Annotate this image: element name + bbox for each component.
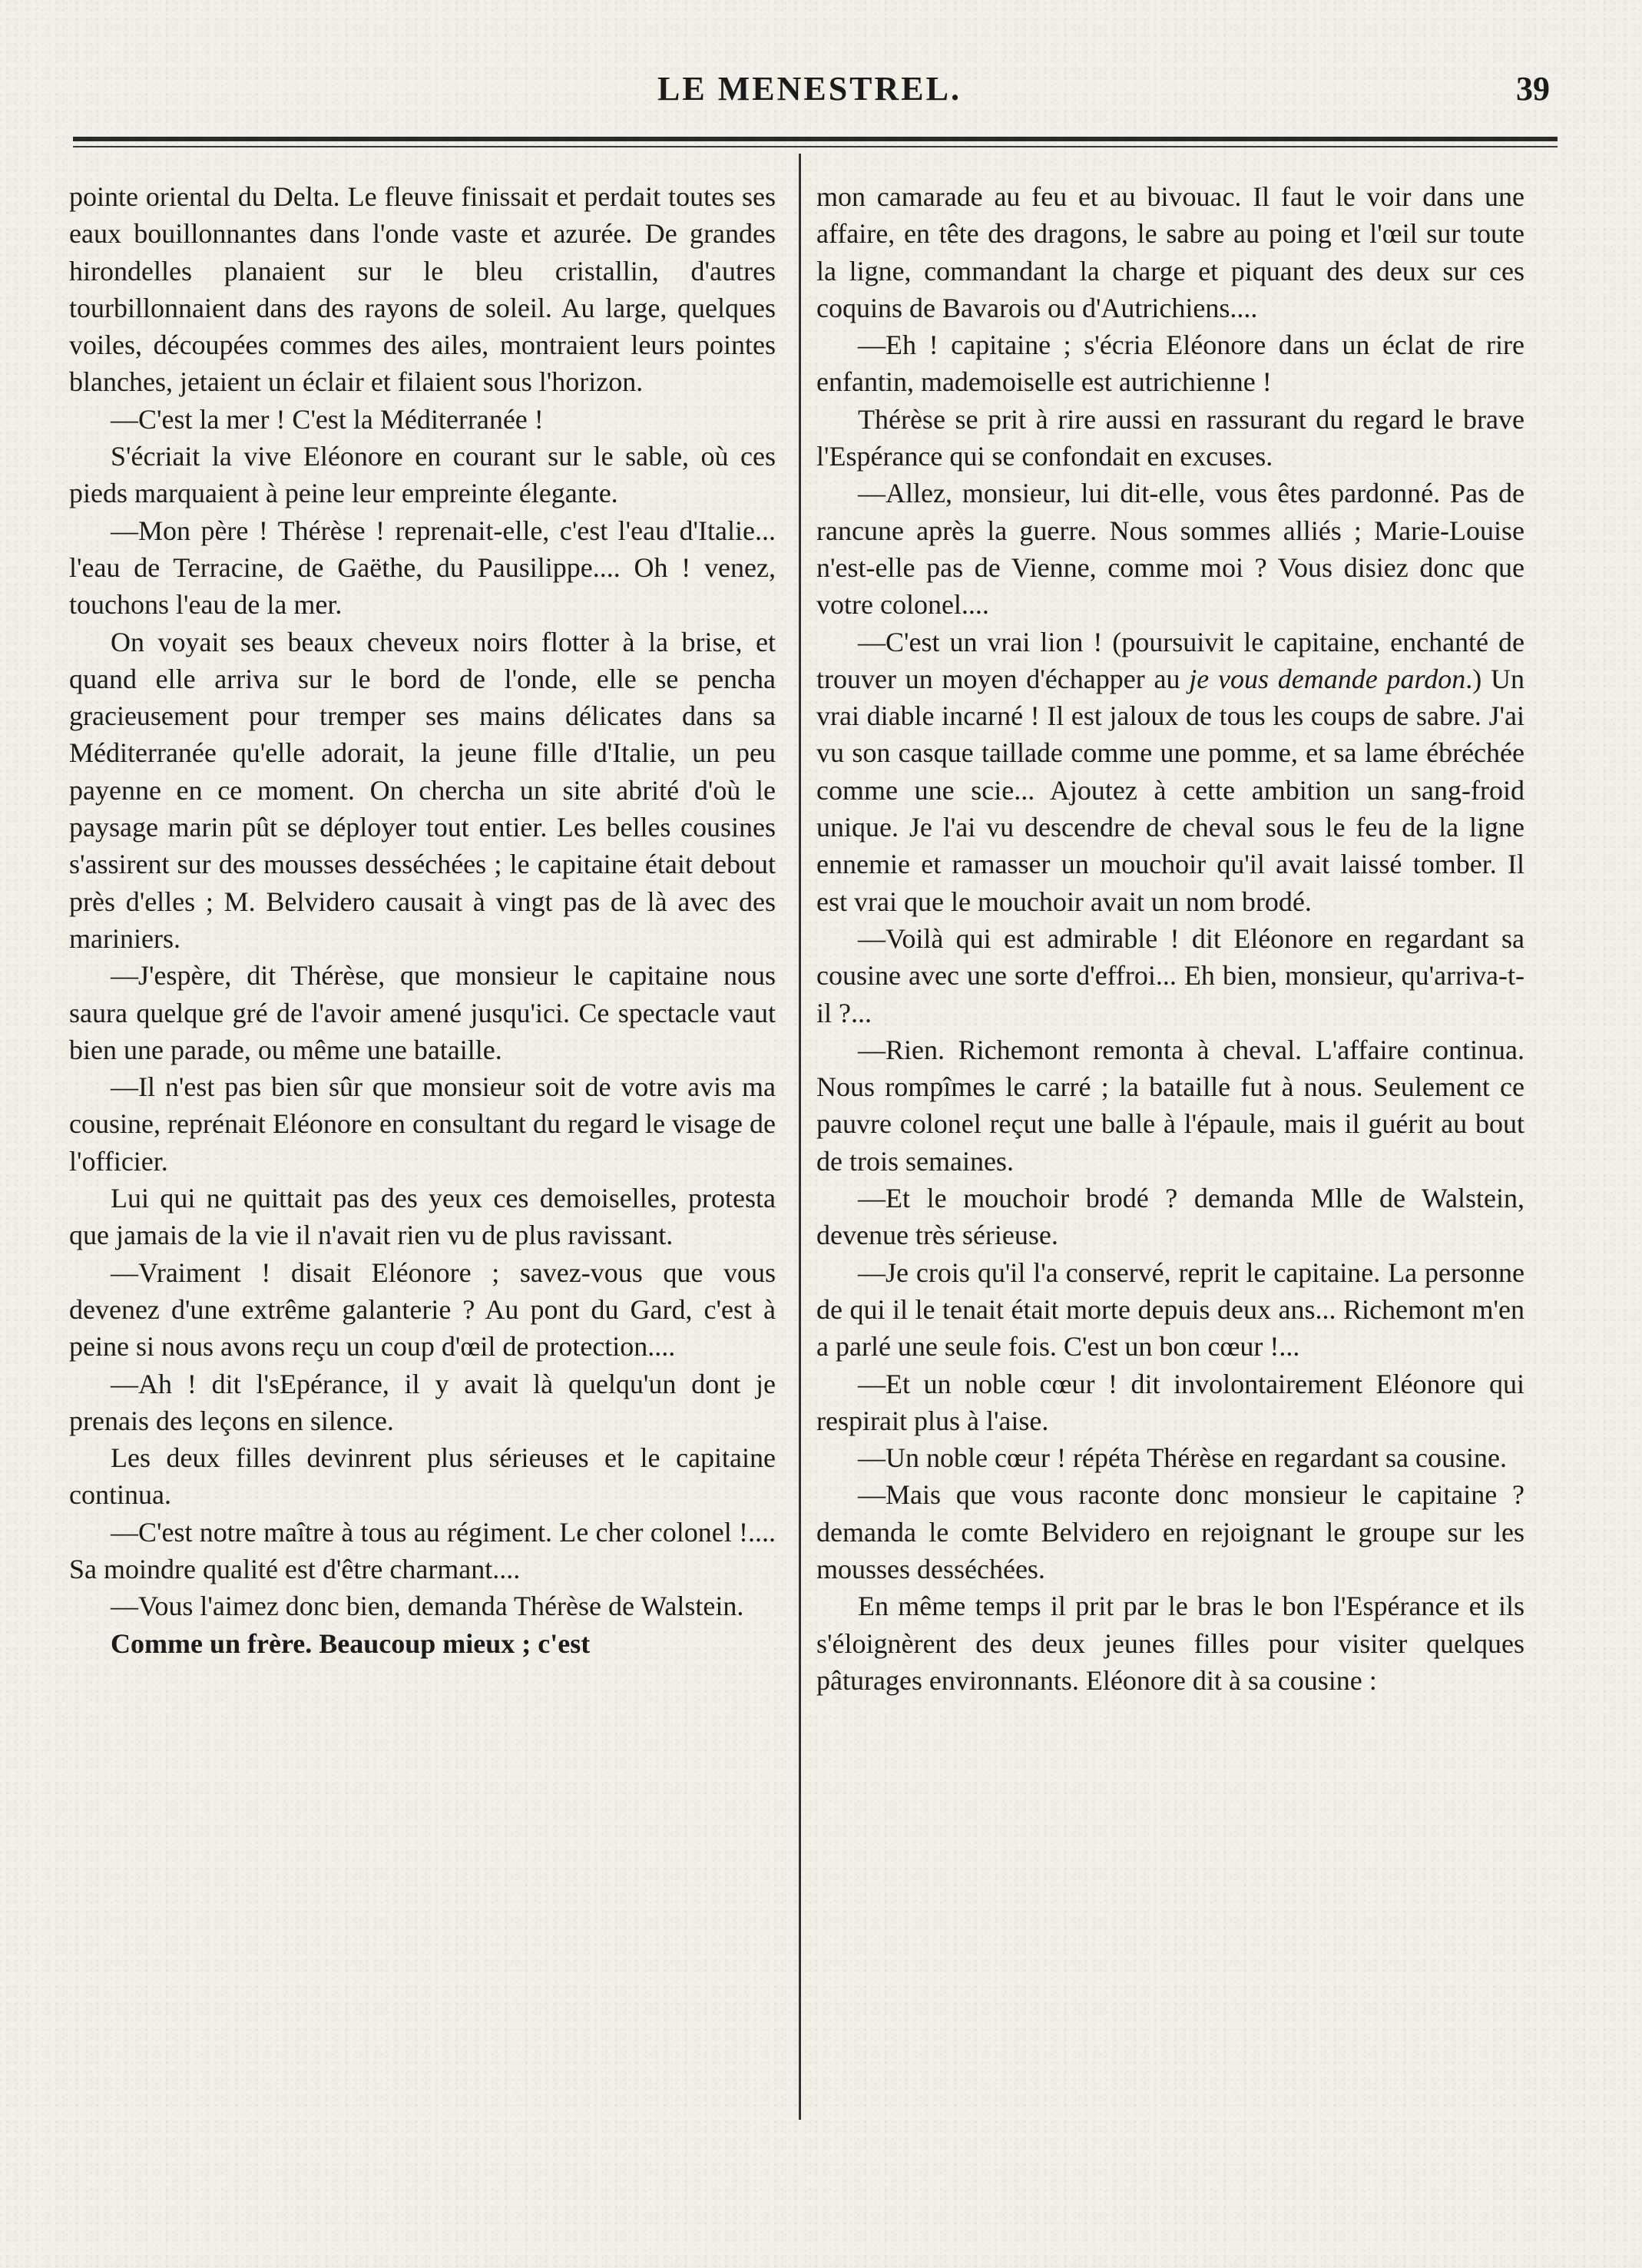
- paragraph: —Voilà qui est admirable ! dit Eléonore en regardant sa cousine avec une sorte d'effroi... Eh bien, monsieur, qu'arriva-t-il ?...: [816, 922, 1524, 1028]
- paragraph: —Je crois qu'il l'a conservé, reprit le capitaine. La personne de qui il le tenait était morte depuis deux ans... Richemont m'en a parlé une seule fois. C'est un bon cœur !...: [816, 1257, 1524, 1362]
- paragraph: [816, 624, 1524, 920]
- header-rule-thick: [73, 137, 1558, 141]
- paragraph: —Il n'est pas bien sûr que monsieur soit de votre avis ma cousine, reprénait Eléonore en consultant du regard le visage de l'officier.: [69, 1071, 776, 1177]
- paragraph: Comme un frère. Beaucoup mieux ; c'est: [111, 1627, 591, 1659]
- italic-phrase: je vous demande pardon: [1189, 663, 1466, 694]
- paragraph: —Et le mouchoir brodé ? demanda Mlle de Walstein, devenue très sérieuse.: [816, 1183, 1524, 1251]
- left-column: [69, 178, 776, 1662]
- paragraph: —Et un noble cœur ! dit involontairement Eléonore qui respirait plus à l'aise.: [816, 1368, 1524, 1436]
- right-column: [816, 178, 1524, 1699]
- paragraph: S'écriait la vive Eléonore en courant sur le sable, où ces pieds marquaient à peine leur empreinte élegante.: [69, 441, 776, 509]
- paragraph: En même temps il prit par le bras le bon l'Espérance et ils s'éloignèrent des deux jeunes filles pour visiter quelques pâturages environnants. Eléonore dit à sa cousine :: [816, 1591, 1524, 1696]
- paragraph: —Vraiment ! disait Eléonore ; savez-vous que vous devenez d'une extrême galanterie ? Au pont du Gard, c'est à peine si nous avons reçu un coup d'œil de protection....: [69, 1257, 776, 1362]
- paragraph: —C'est notre maître à tous au régiment. Le cher colonel !.... Sa moindre qualité est d'être charmant....: [69, 1516, 776, 1584]
- paragraph: —Un noble cœur ! répéta Thérèse en regardant sa cousine.: [858, 1442, 1507, 1474]
- page-header: [69, 61, 1550, 115]
- paragraph: Les deux filles devinrent plus sérieuses et le capitaine continua.: [69, 1442, 776, 1511]
- paragraph: Lui qui ne quittait pas des yeux ces demoiselles, protesta que jamais de la vie il n'avait rien vu de plus ravissant.: [69, 1183, 776, 1251]
- paragraph: On voyait ses beaux cheveux noirs flotter à la brise, et quand elle arriva sur le bord de l'onde, elle se pencha gracieusement pour tremper ses mains délicates dans sa Méditerranée qu'elle adorait, la jeune fille d'Italie, un peu payenne en ce moment. On chercha un site abrité d'où le paysage marin pût se déployer tout entier. Les belles cousines s'assirent sur des mousses desséchées ; le capitaine était debout près d'elles ; M. Belvidero causait à vingt pas de là avec des mariniers.: [69, 626, 776, 954]
- page-number: 39: [1516, 70, 1550, 108]
- paragraph: —Rien. Richemont remonta à cheval. L'affaire continua. Nous rompîmes le carré ; la bataille fut à nous. Seulement ce pauvre colonel reçut une balle à l'épaule, mais il guérit au bout de trois semaines.: [816, 1034, 1524, 1177]
- paragraph: —Vous l'aimez donc bien, demanda Thérèse de Walstein.: [111, 1591, 744, 1622]
- paragraph: pointe oriental du Delta. Le fleuve finissait et perdait toutes ses eaux bouillonnantes dans l'onde vaste et azurée. De grandes hirondelles planaient sur le bleu cristallin, d'autres tourbillonnaient dans des rayons de soleil. Au large, quelques voiles, découpées commes des ailes, montraient leurs pointes blanches, jetaient un éclair et filaient sous l'horizon.: [69, 181, 776, 398]
- paragraph: mon camarade au feu et au bivouac. Il faut le voir dans une affaire, en tête des dragons, le sabre au poing et l'œil sur toute la ligne, commandant la charge et piquant des deux sur ces coquins de Bavarois ou d'Autrichiens....: [816, 181, 1524, 323]
- paragraph: —Eh ! capitaine ; s'écria Eléonore dans un éclat de rire enfantin, mademoiselle est autrichienne !: [816, 329, 1524, 398]
- paragraph: Thérèse se prit à rire aussi en rassurant du regard le brave l'Espérance qui se confondait en excuses.: [816, 403, 1524, 472]
- text-run: —C'est un vrai lion ! (poursuivit le capitaine, enchanté de trouver un moyen d'échapper au: [816, 626, 1524, 694]
- text-run: .) Un vrai diable incarné ! Il est jaloux de tous les coups de sabre. J'ai vu son casque taillade comme une pomme, et sa lame ébréchée comme une scie... Ajoutez à cette ambition un sang-froid unique. Je l'ai vu descendre de cheval sous le feu de la ligne ennemie et ramasser un mouchoir qu'il avait laissé tomber. Il est vrai que le mouchoir avait un nom brodé.: [816, 663, 1524, 917]
- paragraph: —C'est la mer ! C'est la Méditerranée !: [111, 403, 544, 435]
- column-divider: [799, 154, 801, 2120]
- paragraph: —Ah ! dit l'sEpérance, il y avait là quelqu'un dont je prenais des leçons en silence.: [69, 1368, 776, 1436]
- paragraph: —Allez, monsieur, lui dit-elle, vous êtes pardonné. Pas de rancune après la guerre. Nous sommes alliés ; Marie-Louise n'est-elle pas de Vienne, comme moi ? Vous disiez donc que votre colonel....: [816, 478, 1524, 621]
- paragraph: —J'espère, dit Thérèse, que monsieur le capitaine nous saura quelque gré de l'avoir amené jusqu'ici. Ce spectacle vaut bien une parade, ou même une bataille.: [69, 960, 776, 1065]
- header-rule-thin: [73, 146, 1558, 147]
- paragraph: —Mais que vous raconte donc monsieur le capitaine ? demanda le comte Belvidero en rejoignant le groupe sur les mousses desséchées.: [816, 1479, 1524, 1584]
- masthead-title: LE MENESTREL.: [657, 70, 962, 108]
- paragraph: —Mon père ! Thérèse ! reprenait-elle, c'est l'eau d'Italie... l'eau de Terracine, de Gaëthe, du Pausilippe.... Oh ! venez, touchons l'eau de la mer.: [69, 515, 776, 621]
